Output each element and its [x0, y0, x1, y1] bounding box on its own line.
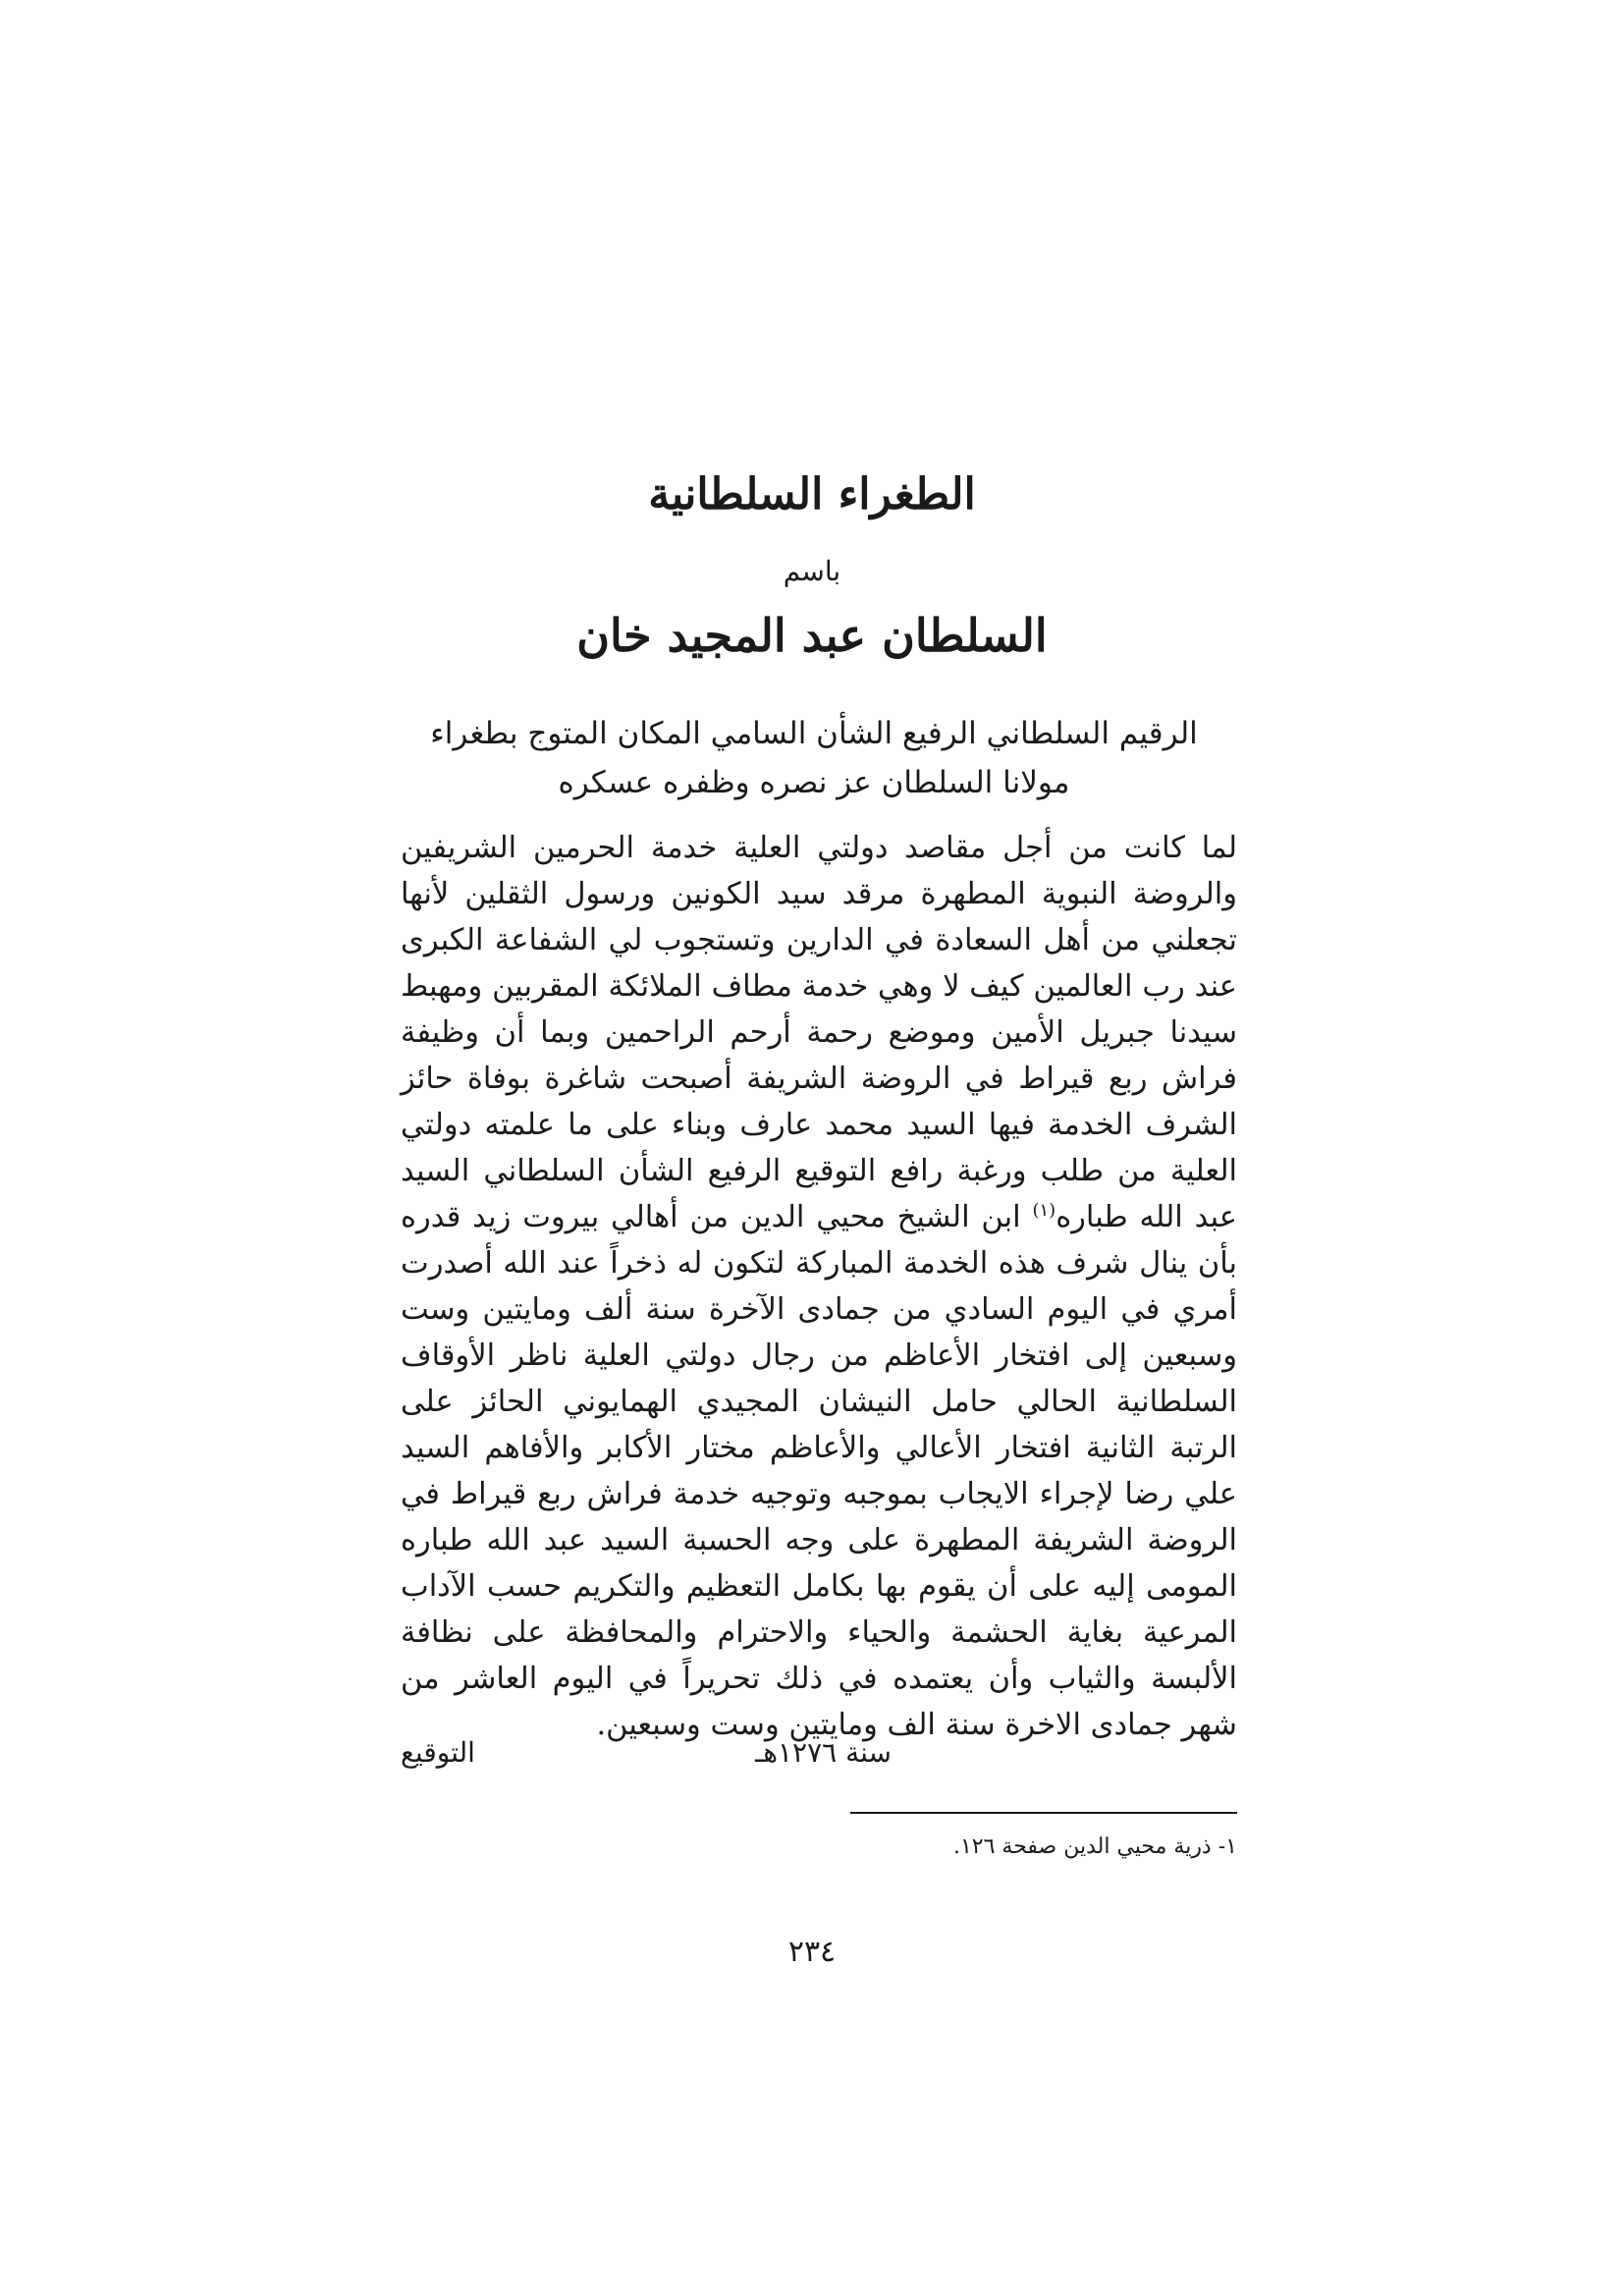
decree-subtitle: الرقيم السلطاني الرفيع الشأن السامي المكان المتوج بطغراء مولانا السلطان عز نصره وظفره عسكره	[430, 716, 1198, 800]
invocation-text: باسم	[783, 555, 841, 587]
decree-date: سنة ١٢٧٦هـ	[755, 1736, 892, 1769]
page-number: ٢٣٤	[787, 1935, 837, 1969]
sultan-name-heading: السلطان عبد المجيد خان	[576, 609, 1048, 662]
footnote-reference[interactable]: (١)	[1032, 1199, 1056, 1221]
footnote-divider	[850, 1812, 1237, 1814]
decree-body-part-1: لما كانت من أجل مقاصد دولتي العلية خدمة الحرمين الشريفين والروضة النبوية المطهرة مرقد سيد الكونين ورسول الثقلين لأنها تجعلني من أهل السعادة في الدارين وتستجوب لي الشفاعة الكبرى عند رب العالمين كيف لا وهي خدمة مطاف الملائكة المقربين ومهبط سيدنا جبريل الأمين وموضع رحمة أرحم الراحمين وبما أن وظيفة فراش ربع قيراط في الروضة الشريفة أصبحت شاغرة بوفاة حائز الشرف الخدمة فيها السيد محمد عارف وبناء على ما علمته دولتي العلية من طلب ورغبة رافع التوقيع الرفيع الشأن السلطاني السيد عبد الله طباره	[401, 831, 1237, 1234]
page-title: الطغراء السلطانية	[648, 469, 976, 519]
signature-label: التوقيع	[401, 1736, 475, 1769]
footnote-text: ١- ذرية محيي الدين صفحة ١٢٦.	[952, 1834, 1237, 1859]
decree-body-part-2: ابن الشيخ محيي الدين من أهالي بيروت زيد قدره بأن ينال شرف هذه الخدمة المباركة لتكون له ذخراً عند الله أصدرت أمري في اليوم السادي من جمادى الآخرة سنة ألف ومايتين وست وسبعين إلى افتخار الأعاظم من رجال دولتي العلية ناظر الأوقاف السلطانية الحالي حامل النيشان المجيدي الهمايوني الحائز على الرتبة الثانية افتخار الأعالي والأعاظم مختار الأكابر والأفاهم السيد علي رضا لإجراء الايجاب بموجبه وتوجيه خدمة فراش ربع قيراط في الروضة الشريفة المطهرة على وجه الحسبة السيد عبد الله طباره المومى إليه على أن يقوم بها بكامل التعظيم والتكريم حسب الآداب المرعية بغاية الحشمة والحياء والاحترام والمحافظة على نظافة الألبسة والثياب وأن يعتمده في ذلك تحريراً في اليوم العاشر من شهر جمادى الاخرة سنة الف ومايتين وست وسبعين.	[401, 1200, 1237, 1742]
decree-body	[401, 825, 1237, 1748]
